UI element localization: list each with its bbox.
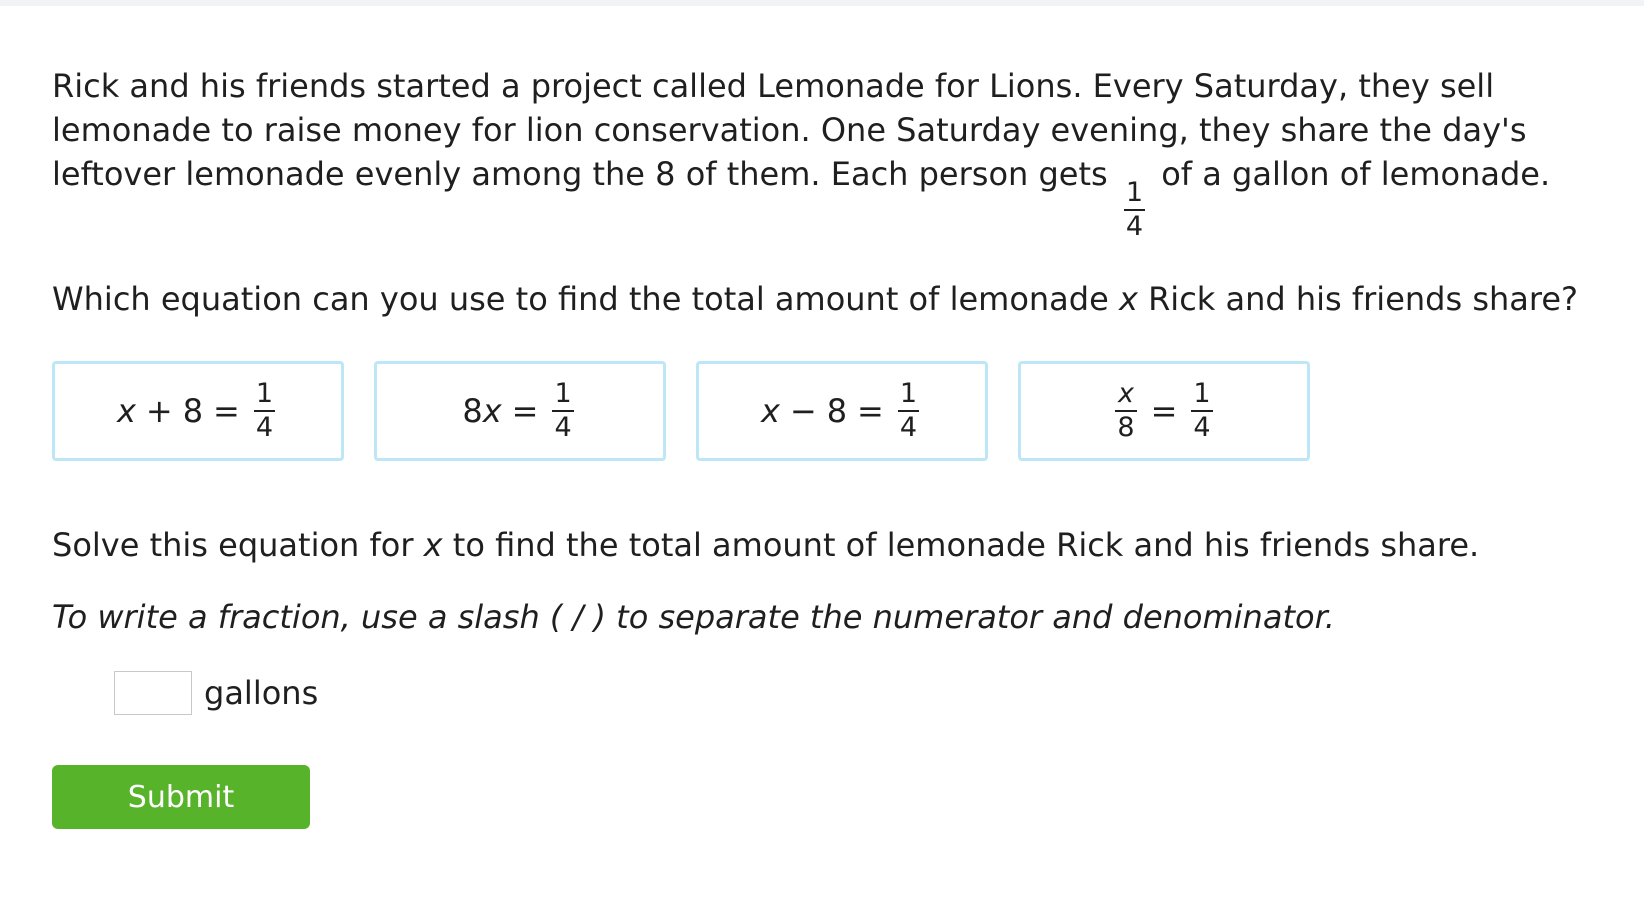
choice-x-plus-8[interactable]: x + 8 = $\frac{1}{4}$ (52, 361, 344, 461)
problem-paragraph: Rick and his friends started a project called Lemonade for Lions. Every Saturday, they sell lemonade to raise money for lion conservation. One Saturday evening, they share the day's leftover lemonade evenly among the 8 of them. Each person gets (52, 67, 1527, 193)
equation-choices (52, 361, 1612, 461)
solve-instruction: Solve this equation for x to find the total amount of lemonade Rick and his friends share. (52, 526, 1480, 564)
fraction: $\frac{1}{4}$ (899, 378, 918, 443)
problem-text (52, 64, 1612, 241)
fraction-hint: To write a fraction, use a slash ( / ) to separate the numerator and denominator. (52, 598, 1335, 636)
problem-paragraph-end: of a gallon of lemonade. (1161, 155, 1551, 193)
answer-input[interactable] (114, 671, 192, 715)
question-content (52, 64, 1612, 829)
choice-8x[interactable]: 8 x = $\frac{1}{4}$ (374, 361, 666, 461)
fraction: $\frac{x}{8}$ (1117, 378, 1135, 443)
choice-x-minus-8[interactable]: x − 8 = $\frac{1}{4}$ (696, 361, 988, 461)
fraction: $\frac{1}{4}$ (1193, 378, 1211, 443)
fraction-one-fourth: $\frac{1}{4}$ (1125, 177, 1144, 242)
fraction: $\frac{1}{4}$ (554, 378, 572, 443)
fraction: $\frac{1}{4}$ (255, 378, 274, 443)
question-text: Which equation can you use to find the total amount of lemonade x Rick and his friends share? (52, 280, 1578, 318)
top-bar (0, 0, 1644, 6)
variable-x: x (1118, 280, 1138, 318)
choice-x-over-8[interactable]: $\frac{x}{8}$ = $\frac{1}{4}$ (1018, 361, 1310, 461)
answer-unit: gallons (204, 674, 319, 712)
answer-row (114, 671, 1612, 715)
submit-button[interactable]: Submit (52, 765, 310, 829)
variable-x: x (423, 526, 443, 564)
